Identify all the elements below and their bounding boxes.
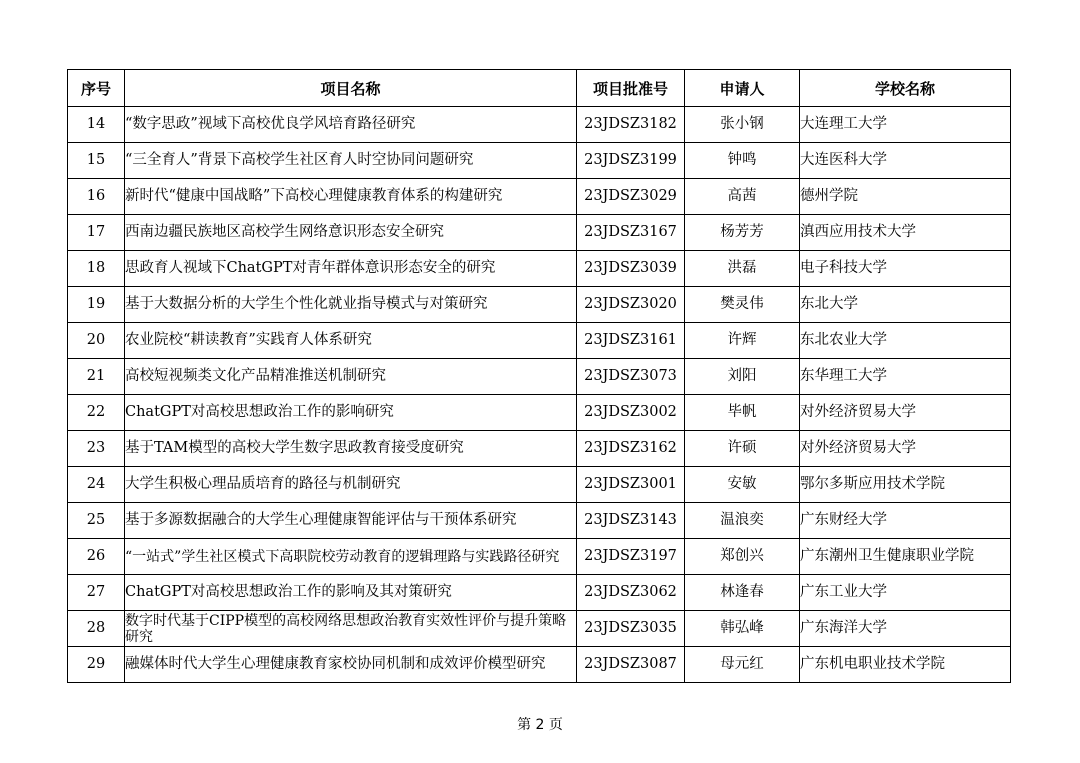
cell-project-name: 思政育人视域下ChatGPT对青年群体意识形态安全的研究 [125, 251, 577, 287]
cell-serial: 22 [68, 395, 125, 431]
table-body [68, 107, 1011, 683]
table-row [68, 107, 1011, 143]
table-row [68, 611, 1011, 647]
cell-project-name: 数字时代基于CIPP模型的高校网络思想政治教育实效性评价与提升策略研究 [125, 611, 577, 647]
table-row [68, 251, 1011, 287]
cell-project-name: 新时代“健康中国战略”下高校心理健康教育体系的构建研究 [125, 179, 577, 215]
cell-project-name: 高校短视频类文化产品精准推送机制研究 [125, 359, 577, 395]
cell-approval-number: 23JDSZ3001 [577, 467, 685, 503]
cell-approval-number: 23JDSZ3029 [577, 179, 685, 215]
cell-serial: 19 [68, 287, 125, 323]
cell-serial: 21 [68, 359, 125, 395]
cell-serial: 29 [68, 647, 125, 683]
cell-serial: 17 [68, 215, 125, 251]
cell-project-name: 大学生积极心理品质培育的路径与机制研究 [125, 467, 577, 503]
cell-applicant: 张小钢 [685, 107, 800, 143]
cell-applicant: 母元红 [685, 647, 800, 683]
cell-applicant: 安敏 [685, 467, 800, 503]
cell-school-name: 大连医科大学 [800, 143, 1011, 179]
cell-applicant: 许辉 [685, 323, 800, 359]
table-row [68, 575, 1011, 611]
cell-project-name: ChatGPT对高校思想政治工作的影响研究 [125, 395, 577, 431]
header-school-name: 学校名称 [800, 70, 1011, 107]
page-number: 第 2 页 [517, 717, 563, 733]
cell-applicant: 郑创兴 [685, 539, 800, 575]
cell-applicant: 温浪奕 [685, 503, 800, 539]
cell-school-name: 东华理工大学 [800, 359, 1011, 395]
cell-applicant: 刘阳 [685, 359, 800, 395]
cell-school-name: 广东机电职业技术学院 [800, 647, 1011, 683]
cell-school-name: 滇西应用技术大学 [800, 215, 1011, 251]
cell-project-name: 基于多源数据融合的大学生心理健康智能评估与干预体系研究 [125, 503, 577, 539]
cell-school-name: 鄂尔多斯应用技术学院 [800, 467, 1011, 503]
cell-approval-number: 23JDSZ3167 [577, 215, 685, 251]
cell-approval-number: 23JDSZ3087 [577, 647, 685, 683]
cell-project-name: 融媒体时代大学生心理健康教育家校协同机制和成效评价模型研究 [125, 647, 577, 683]
cell-approval-number: 23JDSZ3199 [577, 143, 685, 179]
cell-applicant: 许硕 [685, 431, 800, 467]
cell-school-name: 对外经济贸易大学 [800, 395, 1011, 431]
cell-serial: 23 [68, 431, 125, 467]
cell-project-name: 基于大数据分析的大学生个性化就业指导模式与对策研究 [125, 287, 577, 323]
cell-serial: 25 [68, 503, 125, 539]
table-row [68, 323, 1011, 359]
table-row [68, 467, 1011, 503]
cell-school-name: 广东海洋大学 [800, 611, 1011, 647]
table-row [68, 395, 1011, 431]
cell-school-name: 对外经济贸易大学 [800, 431, 1011, 467]
cell-school-name: 大连理工大学 [800, 107, 1011, 143]
cell-applicant: 樊灵伟 [685, 287, 800, 323]
cell-serial: 24 [68, 467, 125, 503]
table-row [68, 431, 1011, 467]
cell-serial: 27 [68, 575, 125, 611]
cell-serial: 16 [68, 179, 125, 215]
cell-approval-number: 23JDSZ3039 [577, 251, 685, 287]
cell-school-name: 德州学院 [800, 179, 1011, 215]
cell-approval-number: 23JDSZ3197 [577, 539, 685, 575]
cell-school-name: 广东潮州卫生健康职业学院 [800, 539, 1011, 575]
cell-project-name: “一站式”学生社区模式下高职院校劳动教育的逻辑理路与实践路径研究 [125, 539, 577, 575]
project-table [67, 69, 1011, 683]
cell-approval-number: 23JDSZ3020 [577, 287, 685, 323]
cell-applicant: 杨芳芳 [685, 215, 800, 251]
cell-approval-number: 23JDSZ3035 [577, 611, 685, 647]
table-row [68, 179, 1011, 215]
cell-project-name: 西南边疆民族地区高校学生网络意识形态安全研究 [125, 215, 577, 251]
cell-project-name: 基于TAM模型的高校大学生数字思政教育接受度研究 [125, 431, 577, 467]
table-row [68, 215, 1011, 251]
table-row [68, 287, 1011, 323]
cell-serial: 18 [68, 251, 125, 287]
cell-approval-number: 23JDSZ3002 [577, 395, 685, 431]
cell-approval-number: 23JDSZ3182 [577, 107, 685, 143]
table-row [68, 143, 1011, 179]
table-row [68, 539, 1011, 575]
header-applicant: 申请人 [685, 70, 800, 107]
cell-serial: 28 [68, 611, 125, 647]
cell-approval-number: 23JDSZ3161 [577, 323, 685, 359]
table-row [68, 647, 1011, 683]
cell-serial: 15 [68, 143, 125, 179]
cell-applicant: 洪磊 [685, 251, 800, 287]
cell-serial: 20 [68, 323, 125, 359]
cell-approval-number: 23JDSZ3073 [577, 359, 685, 395]
cell-project-name: 农业院校“耕读教育”实践育人体系研究 [125, 323, 577, 359]
cell-school-name: 广东财经大学 [800, 503, 1011, 539]
cell-applicant: 林逢春 [685, 575, 800, 611]
cell-school-name: 电子科技大学 [800, 251, 1011, 287]
cell-school-name: 广东工业大学 [800, 575, 1011, 611]
table-row [68, 359, 1011, 395]
header-project-name: 项目名称 [125, 70, 577, 107]
cell-approval-number: 23JDSZ3162 [577, 431, 685, 467]
cell-project-name: ChatGPT对高校思想政治工作的影响及其对策研究 [125, 575, 577, 611]
cell-applicant: 毕帆 [685, 395, 800, 431]
cell-applicant: 高茜 [685, 179, 800, 215]
cell-project-name: “数字思政”视域下高校优良学风培育路径研究 [125, 107, 577, 143]
cell-applicant: 韩弘峰 [685, 611, 800, 647]
cell-applicant: 钟鸣 [685, 143, 800, 179]
cell-school-name: 东北农业大学 [800, 323, 1011, 359]
cell-serial: 26 [68, 539, 125, 575]
table-header-row [68, 70, 1011, 107]
table-row [68, 503, 1011, 539]
cell-approval-number: 23JDSZ3143 [577, 503, 685, 539]
cell-approval-number: 23JDSZ3062 [577, 575, 685, 611]
header-approval-number: 项目批准号 [577, 70, 685, 107]
cell-project-name: “三全育人”背景下高校学生社区育人时空协同问题研究 [125, 143, 577, 179]
header-serial: 序号 [68, 70, 125, 107]
cell-serial: 14 [68, 107, 125, 143]
cell-school-name: 东北大学 [800, 287, 1011, 323]
